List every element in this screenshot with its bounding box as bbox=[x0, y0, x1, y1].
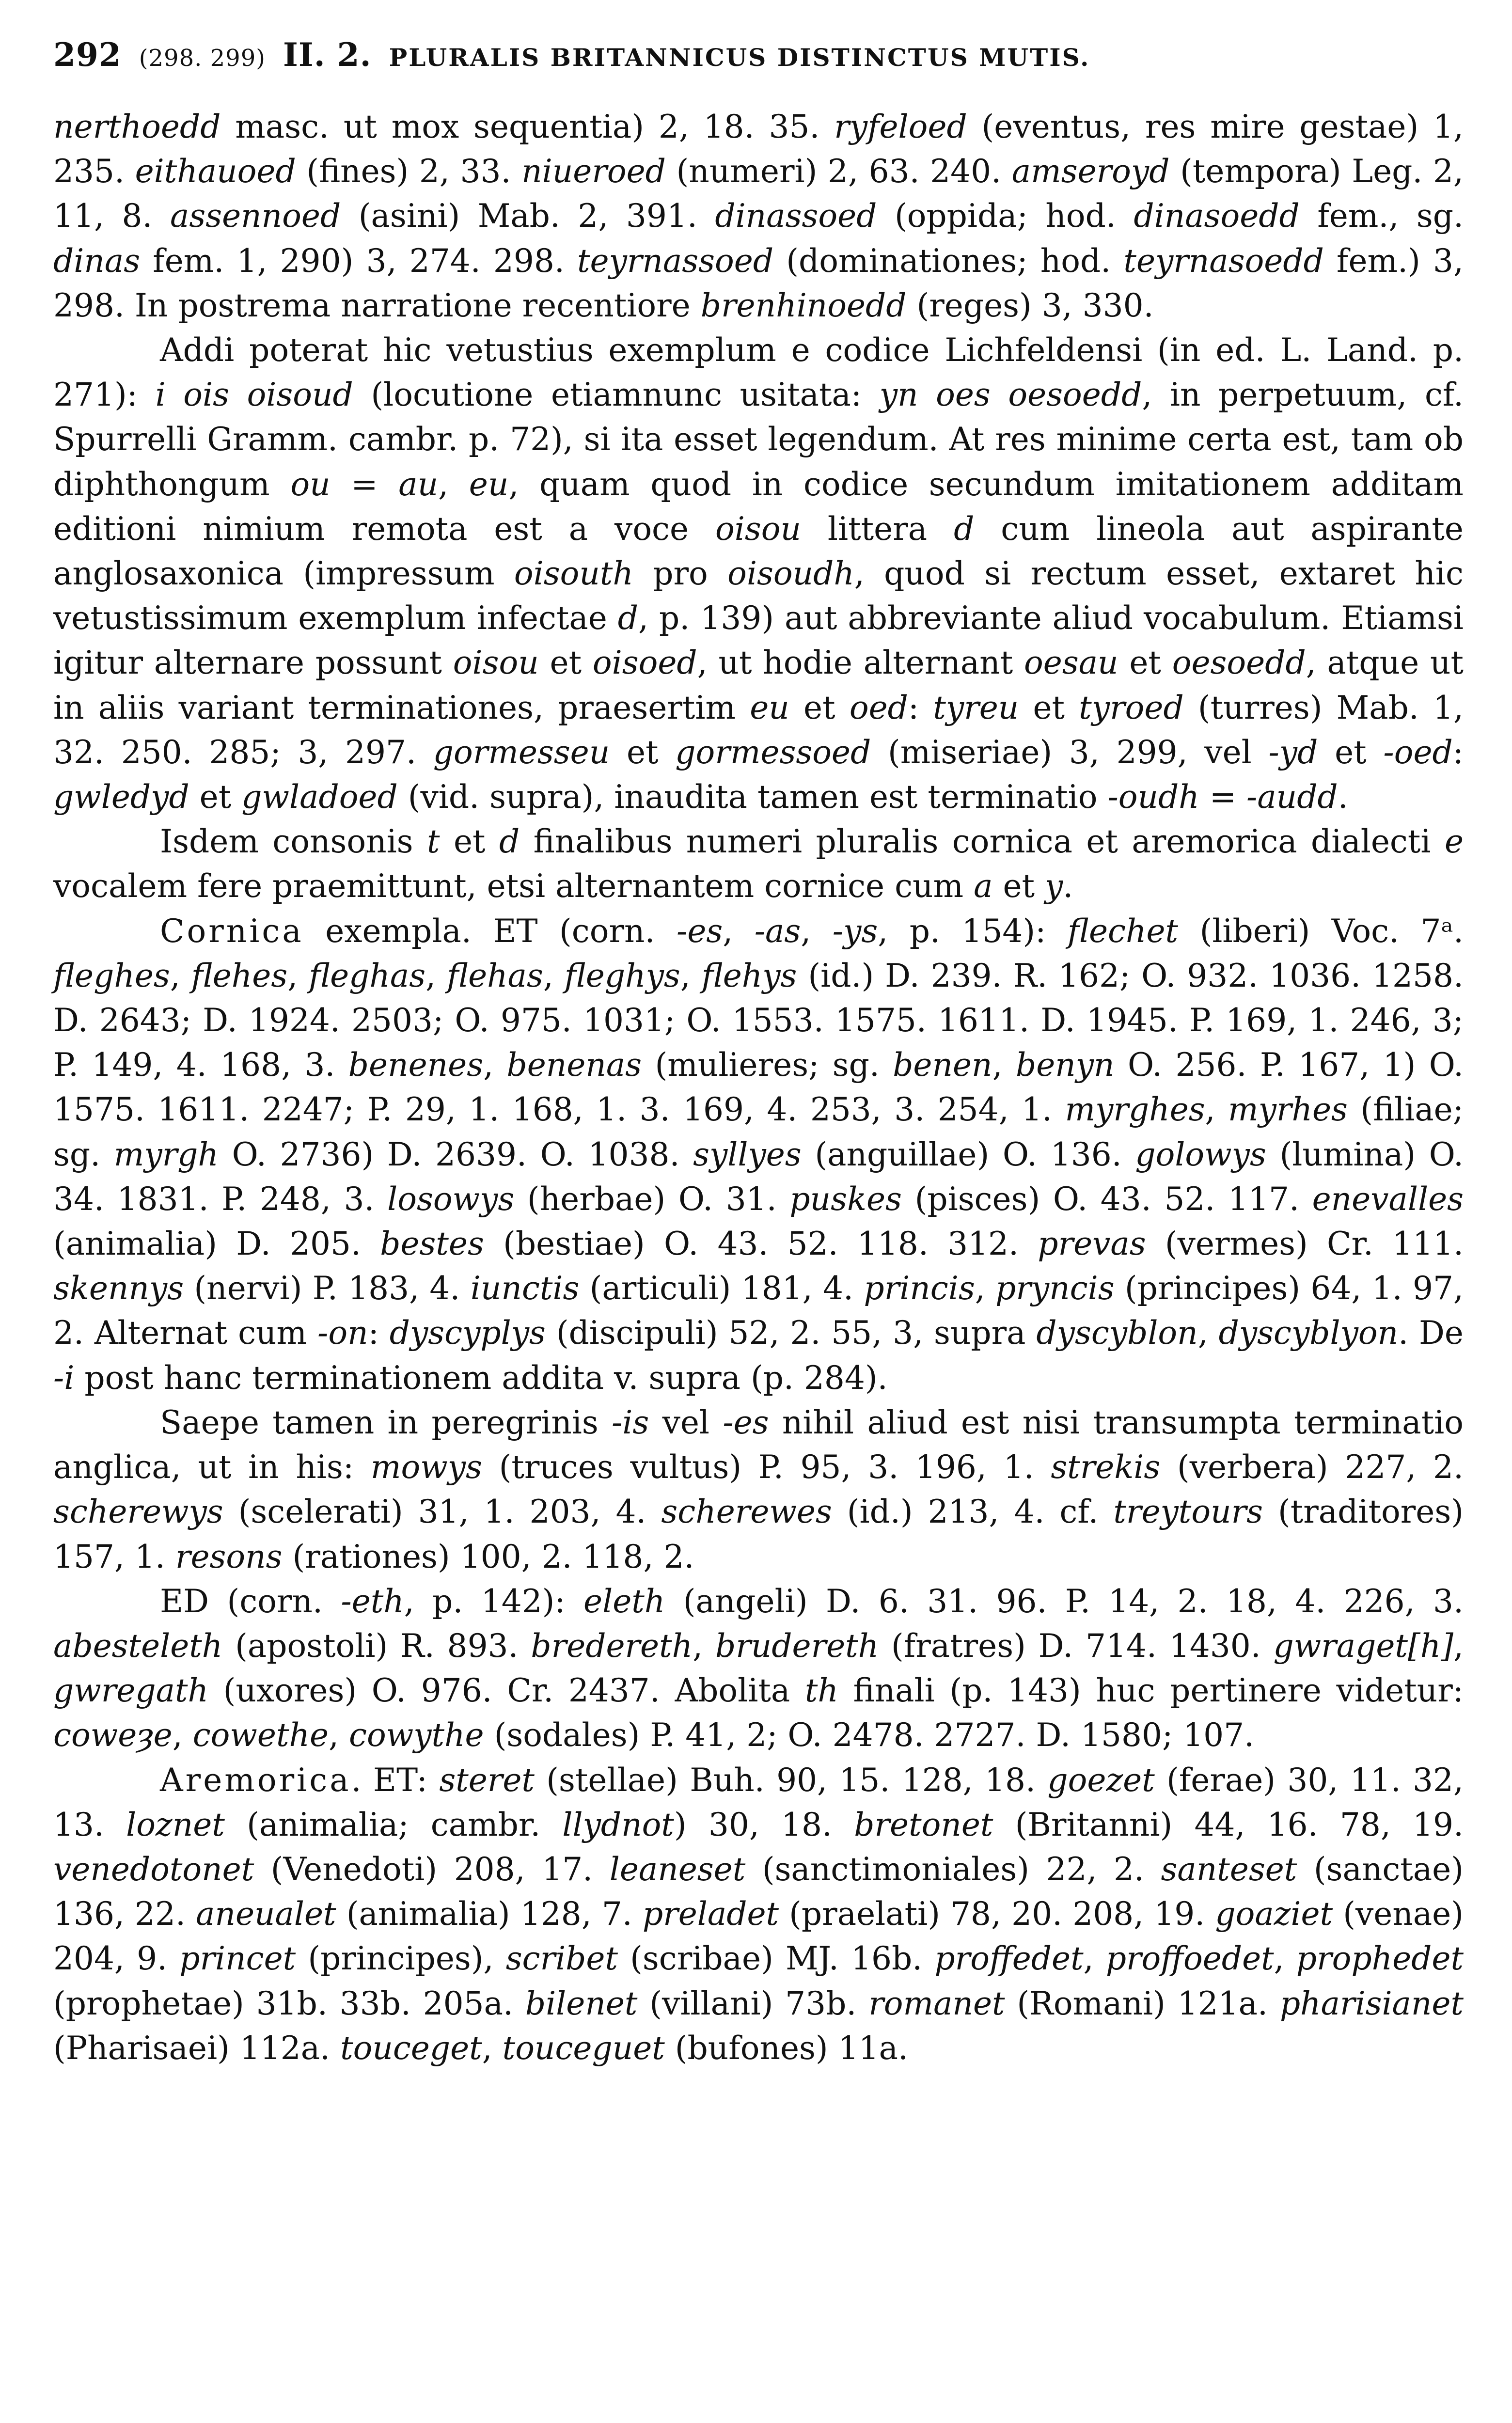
text-run: fem. 1, 290) 3, 274. 298. bbox=[140, 242, 578, 280]
text-run: et bbox=[610, 733, 676, 771]
text-run: , bbox=[170, 957, 191, 994]
italic-term: fleghas bbox=[309, 957, 426, 994]
italic-term: ryfeloed bbox=[834, 108, 967, 145]
text-run: (dominationes; hod. bbox=[773, 242, 1124, 280]
text-run: (sanctimoniales) 22, 2. bbox=[745, 1850, 1161, 1888]
text-run: , p. 142): bbox=[404, 1582, 584, 1620]
italic-term: i ois oisoud bbox=[155, 376, 353, 414]
text-run: post hanc terminationem addita v. supra (p. 284). bbox=[74, 1359, 888, 1397]
spaced-heading: Aremorica bbox=[160, 1761, 351, 1799]
italic-term: skennys bbox=[53, 1270, 184, 1307]
italic-term: fleghys bbox=[564, 957, 680, 994]
text-run: (Venedoti) 208, 17. bbox=[254, 1850, 610, 1888]
italic-term: flehas bbox=[447, 957, 543, 994]
italic-term: benenas bbox=[506, 1046, 642, 1084]
text-run: : bbox=[1452, 733, 1464, 771]
italic-term: bretonet bbox=[854, 1806, 993, 1843]
italic-term: aneualet bbox=[196, 1895, 336, 1933]
italic-term: steret bbox=[439, 1761, 535, 1799]
text-run: , bbox=[1197, 1314, 1219, 1352]
italic-term: touceget bbox=[340, 2029, 482, 2067]
text-run: et bbox=[1318, 733, 1384, 771]
italic-term: romanet bbox=[868, 1984, 1005, 2022]
italic-term: oisou bbox=[715, 510, 801, 548]
italic-term: -on bbox=[317, 1314, 368, 1352]
text-run: (scelerati) 31, 1. 203, 4. bbox=[223, 1493, 662, 1531]
italic-term: au bbox=[398, 465, 439, 503]
italic-term: mowys bbox=[370, 1448, 482, 1486]
italic-term: oesoedd bbox=[1172, 644, 1306, 682]
italic-term: brudereth bbox=[715, 1627, 879, 1665]
italic-term: bredereth bbox=[531, 1627, 693, 1665]
italic-term: teyrnassoed bbox=[577, 242, 774, 280]
text-run: O. 256. P. 167, 1) O. 1575. 1611. 2247; P. 29, 1. 168, 1. 3. 169, 4. 253, 3. 254, 1. bbox=[53, 1046, 1464, 1129]
italic-term: venedotonet bbox=[53, 1850, 254, 1888]
text-run: (liberi) Voc. 7ᵃ. bbox=[1178, 912, 1464, 950]
text-run: , bbox=[438, 465, 469, 503]
text-run: (oppida; hod. bbox=[877, 197, 1134, 235]
text-run: pro bbox=[633, 555, 728, 593]
text-run: , quod si rectum esset, extaret hic vetustissimum exemplum infectae bbox=[53, 555, 1464, 637]
italic-term: gwladoed bbox=[241, 778, 398, 816]
text-run: cum lineola aut aspirante anglosaxonica (impressum bbox=[53, 510, 1464, 593]
italic-term: cowethe bbox=[192, 1716, 329, 1754]
italic-term: oisou bbox=[453, 644, 539, 682]
italic-term: prevas bbox=[1038, 1225, 1146, 1263]
italic-term: tyroed bbox=[1079, 689, 1184, 726]
text-run: (bestiae) O. 43. 52. 118. 312. bbox=[484, 1225, 1038, 1263]
italic-term: y bbox=[1045, 867, 1063, 905]
running-title: PLURALIS BRITANNICUS DISTINCTUS MUTIS. bbox=[389, 43, 1090, 72]
text-run: (lumina) O. 34. 1831. P. 248, 3. bbox=[53, 1135, 1464, 1218]
text-run: Saepe tamen in peregrinis bbox=[160, 1403, 612, 1441]
text-run: , bbox=[992, 1046, 1016, 1084]
italic-term: -eth bbox=[341, 1582, 404, 1620]
text-run: , bbox=[801, 912, 833, 950]
text-run: (pisces) O. 43. 52. 117. bbox=[901, 1180, 1312, 1218]
italic-term: -ys bbox=[832, 912, 878, 950]
italic-term: eleth bbox=[583, 1582, 665, 1620]
text-run: , bbox=[482, 2029, 503, 2067]
text-run: (venae) 204, 9. bbox=[53, 1895, 1464, 1978]
italic-term: princis bbox=[864, 1270, 975, 1307]
italic-term: niueroed bbox=[521, 153, 666, 190]
text-run: (ferae) 30, 11. 32, 13. bbox=[53, 1761, 1464, 1843]
text-run: (vid. supra), inaudita tamen est terminatio bbox=[397, 778, 1108, 816]
italic-term: brenhinoedd bbox=[700, 286, 907, 324]
italic-term: syllyes bbox=[693, 1135, 802, 1173]
italic-term: fleghes bbox=[53, 957, 170, 994]
page-number: 292 bbox=[53, 36, 122, 74]
italic-term: eu bbox=[750, 689, 789, 726]
italic-term: benen bbox=[893, 1046, 992, 1084]
running-header bbox=[53, 36, 1464, 74]
text-run: , atque ut in aliis variant terminationes, praesertim bbox=[53, 644, 1464, 726]
text-run: , bbox=[1205, 1091, 1228, 1129]
text-run: (filiae; sg. bbox=[53, 1091, 1464, 1173]
text-run: (vermes) Cr. 111. bbox=[1146, 1225, 1464, 1263]
italic-term: santeset bbox=[1161, 1850, 1297, 1888]
italic-term: coweȝe bbox=[53, 1716, 173, 1754]
italic-term: preladet bbox=[642, 1895, 779, 1933]
text-run: (turres) Mab. 1, 32. 250. 285; 3, 297. bbox=[53, 689, 1464, 771]
text-run: , p. 154): bbox=[878, 912, 1068, 950]
text-run: finalibus numeri pluralis cornica et aremorica dialecti bbox=[520, 823, 1445, 861]
text-run: (discipuli) 52, 2. 55, 3, supra bbox=[545, 1314, 1037, 1352]
italic-term: oisoed bbox=[592, 644, 697, 682]
italic-term: flechet bbox=[1067, 912, 1179, 950]
text-run: (animalia) D. 205. bbox=[53, 1225, 380, 1263]
italic-term: nerthoedd bbox=[53, 108, 221, 145]
italic-term: -audd bbox=[1246, 778, 1338, 816]
text-run: vel bbox=[649, 1403, 723, 1441]
text-run: fem.) 3, 298. In postrema narratione recentiore bbox=[53, 242, 1464, 324]
italic-term: -oed bbox=[1383, 733, 1453, 771]
italic-term: dinas bbox=[53, 242, 141, 280]
text-run: exempla. ET (corn. bbox=[303, 912, 677, 950]
italic-term: eu bbox=[469, 465, 509, 503]
italic-term: puskes bbox=[789, 1180, 902, 1218]
text-run: (angeli) D. 6. 31. 96. P. 14, 2. 18, 4. 226, 3. bbox=[665, 1582, 1464, 1620]
text-run: (bufones) 11a. bbox=[664, 2029, 908, 2067]
italic-term: prophedet bbox=[1296, 1940, 1464, 1978]
text-run: ED (corn. bbox=[160, 1582, 341, 1620]
italic-term: d bbox=[617, 599, 639, 637]
text-run: (herbae) O. 31. bbox=[514, 1180, 790, 1218]
italic-term: strekis bbox=[1051, 1448, 1161, 1486]
paragraph bbox=[53, 909, 1464, 1400]
text-run: (traditores) 157, 1. bbox=[53, 1493, 1464, 1575]
text-run: = bbox=[330, 465, 399, 503]
text-run: , in perpetuum, cf. Spurrelli Gramm. cambr. p. 72), si ita esset legendum. At res minime certa est, tam ob diphthongum bbox=[53, 376, 1464, 503]
text-run: et bbox=[992, 867, 1045, 905]
italic-term: eithauoed bbox=[135, 153, 296, 190]
text-run: , bbox=[425, 957, 447, 994]
text-run: , bbox=[172, 1716, 193, 1754]
text-run: (prophetae) 31b. 33b. 205a. bbox=[53, 1984, 525, 2022]
text-run: , bbox=[1453, 1627, 1464, 1665]
text-run: (locutione etiamnunc usitata: bbox=[353, 376, 880, 414]
page-body bbox=[53, 105, 1464, 2071]
italic-term: benyn bbox=[1015, 1046, 1115, 1084]
italic-term: princet bbox=[179, 1940, 296, 1978]
text-run: et bbox=[1019, 689, 1079, 726]
text-run: (eventus, res mire gestae) 1, 235. bbox=[53, 108, 1464, 190]
text-run: (villani) 73b. bbox=[637, 1984, 869, 2022]
text-run: : bbox=[908, 689, 933, 726]
text-run: fem., sg. bbox=[1299, 197, 1464, 235]
italic-term: -es bbox=[723, 1403, 769, 1441]
text-run: (anguillae) O. 136. bbox=[801, 1135, 1135, 1173]
italic-term: d bbox=[499, 823, 520, 861]
text-run: , bbox=[723, 912, 755, 950]
italic-term: golowys bbox=[1135, 1135, 1266, 1173]
text-run: , quam quod in codice secundum imitationem additam editioni nimium remota est a voce bbox=[53, 465, 1464, 548]
text-run: . bbox=[1338, 778, 1348, 816]
italic-term: proffoedet bbox=[1105, 1940, 1274, 1978]
text-run: , bbox=[483, 1046, 507, 1084]
text-run: (uxores) O. 976. Cr. 2437. Abolita bbox=[208, 1672, 805, 1710]
italic-term: myrgh bbox=[113, 1135, 219, 1173]
text-run: et bbox=[440, 823, 499, 861]
italic-term: leaneset bbox=[609, 1850, 746, 1888]
text-run: , bbox=[543, 957, 565, 994]
text-run: (Romani) 121a. bbox=[1005, 1984, 1280, 2022]
italic-term: gormesseu bbox=[433, 733, 610, 771]
text-run: (sanctae) 136, 22. bbox=[53, 1850, 1464, 1933]
italic-term: oed bbox=[849, 689, 908, 726]
paragraph bbox=[53, 328, 1464, 819]
text-run: et bbox=[538, 644, 593, 682]
text-run: . bbox=[1063, 867, 1073, 905]
italic-term: amseroyd bbox=[1011, 153, 1170, 190]
italic-term: loznet bbox=[126, 1806, 225, 1843]
italic-term: goezet bbox=[1047, 1761, 1155, 1799]
italic-term: bilenet bbox=[525, 1984, 638, 2022]
italic-term: losowys bbox=[387, 1180, 515, 1218]
italic-term: ou bbox=[290, 465, 331, 503]
italic-term: scherewys bbox=[53, 1493, 223, 1531]
italic-term: scherewes bbox=[661, 1493, 832, 1531]
italic-term: scribet bbox=[505, 1940, 618, 1978]
italic-term: e bbox=[1444, 823, 1464, 861]
text-run: (animalia) 128, 7. bbox=[336, 1895, 643, 1933]
italic-term: -i bbox=[53, 1359, 75, 1397]
italic-term: bestes bbox=[380, 1225, 484, 1263]
italic-term: enevalles bbox=[1312, 1180, 1464, 1218]
italic-term: treytours bbox=[1113, 1493, 1263, 1531]
text-run: (Britanni) 44, 16. 78, 19. bbox=[993, 1806, 1464, 1843]
text-run: (animalia; cambr. bbox=[224, 1806, 563, 1843]
text-run: (asini) Mab. 2, 391. bbox=[341, 197, 715, 235]
italic-term: gwregath bbox=[53, 1672, 208, 1710]
text-run: (id.) 213, 4. cf. bbox=[832, 1493, 1114, 1531]
italic-term: oisoudh bbox=[727, 555, 854, 593]
text-run: ) 30, 18. bbox=[674, 1806, 854, 1843]
text-run: (stellae) Buh. 90, 15. 128, 18. bbox=[534, 1761, 1048, 1799]
italic-term: gwraget[h] bbox=[1273, 1627, 1453, 1665]
italic-term: pryncis bbox=[995, 1270, 1115, 1307]
italic-term: -es bbox=[677, 912, 723, 950]
text-run: (fines) 2, 33. bbox=[296, 153, 522, 190]
text-run: masc. ut mox sequentia) 2, 18. 35. bbox=[220, 108, 835, 145]
text-run: (praelati) 78, 20. 208, 19. bbox=[779, 1895, 1215, 1933]
text-run: littera bbox=[801, 510, 954, 548]
text-run: . ET: bbox=[351, 1761, 440, 1799]
text-run: (Pharisaei) 112a. bbox=[53, 2029, 341, 2067]
italic-term: teyrnasoedd bbox=[1123, 242, 1324, 280]
text-run: Addi poterat hic vetustius exemplum e codice Lichfeldensi (in ed. L. Land. p. 271): bbox=[53, 331, 1464, 414]
italic-term: goaziet bbox=[1215, 1895, 1333, 1933]
text-run: finali (p. 143) huc pertinere videtur: bbox=[838, 1672, 1464, 1710]
paragraph bbox=[53, 1579, 1464, 1758]
italic-term: -yd bbox=[1268, 733, 1318, 771]
italic-term: d bbox=[954, 510, 975, 548]
italic-term: flehes bbox=[191, 957, 288, 994]
italic-term: -is bbox=[612, 1403, 649, 1441]
italic-term: flehys bbox=[701, 957, 797, 994]
italic-term: oisouth bbox=[514, 555, 633, 593]
text-run: (id.) D. 239. R. 162; O. 932. 1036. 1258. D. 2643; D. 1924. 2503; O. 975. 1031; O. 1553. 1575. 1611. D. 1945. P. 169, 1. 246, 3; P. 149, 4. 168, 3. bbox=[53, 957, 1464, 1084]
italic-term: dinasoedd bbox=[1134, 197, 1300, 235]
italic-term: a bbox=[974, 867, 993, 905]
italic-term: -oudh bbox=[1107, 778, 1199, 816]
italic-term: cowythe bbox=[349, 1716, 484, 1754]
text-run: (verbera) 227, 2. bbox=[1160, 1448, 1464, 1486]
text-run: (scribae) MJ. 16b. bbox=[618, 1940, 935, 1978]
text-run: , bbox=[1274, 1940, 1296, 1978]
text-run: vocalem fere praemittunt, etsi alternantem cornice cum bbox=[53, 867, 974, 905]
text-run: , bbox=[1083, 1940, 1106, 1978]
italic-term: t bbox=[426, 823, 440, 861]
text-run: (nervi) P. 183, 4. bbox=[184, 1270, 471, 1307]
text-run: et bbox=[189, 778, 242, 816]
paragraph bbox=[53, 105, 1464, 328]
italic-term: myrhes bbox=[1228, 1091, 1348, 1129]
italic-term: th bbox=[804, 1672, 838, 1710]
text-run: (apostoli) R. 893. bbox=[222, 1627, 531, 1665]
italic-term: dyscyblyon bbox=[1218, 1314, 1399, 1352]
text-run: (tempora) Leg. 2, 11, 8. bbox=[53, 153, 1464, 235]
text-run: (miseriae) 3, 299, vel bbox=[871, 733, 1269, 771]
italic-term: dyscyplys bbox=[389, 1314, 546, 1352]
text-run: , p. 139) aut abbreviante aliud vocabulum. Etiamsi igitur alternare possunt bbox=[53, 599, 1464, 682]
italic-term: tyreu bbox=[933, 689, 1019, 726]
text-run: , bbox=[680, 957, 702, 994]
text-run: , bbox=[693, 1627, 715, 1665]
text-run: nihil aliud est nisi transumpta terminatio anglica, ut in his: bbox=[53, 1403, 1464, 1486]
page-reference: (298. 299) bbox=[139, 45, 266, 72]
text-run: , bbox=[975, 1270, 996, 1307]
italic-term: dinassoed bbox=[715, 197, 877, 235]
text-run: , bbox=[329, 1716, 349, 1754]
italic-term: oesau bbox=[1024, 644, 1118, 682]
text-run: , ut hodie alternant bbox=[697, 644, 1024, 682]
paragraph bbox=[53, 1758, 1464, 2071]
text-run: (fratres) D. 714. 1430. bbox=[879, 1627, 1274, 1665]
italic-term: pharisianet bbox=[1279, 1984, 1464, 2022]
italic-term: llydnot bbox=[562, 1806, 674, 1843]
spaced-heading: Cornica bbox=[160, 912, 304, 950]
text-run: (mulieres; sg. bbox=[642, 1046, 893, 1084]
text-run: (articuli) 181, 4. bbox=[579, 1270, 864, 1307]
text-run: O. 2736) D. 2639. O. 1038. bbox=[218, 1135, 693, 1173]
italic-term: proffedet bbox=[934, 1940, 1084, 1978]
text-run: (principes), bbox=[296, 1940, 506, 1978]
text-run: (numeri) 2, 63. 240. bbox=[665, 153, 1012, 190]
text-run: (reges) 3, 330. bbox=[906, 286, 1154, 324]
italic-term: benenes bbox=[348, 1046, 484, 1084]
text-run: , bbox=[287, 957, 309, 994]
italic-term: yn oes oesoedd bbox=[879, 376, 1142, 414]
italic-term: gwledyd bbox=[53, 778, 189, 816]
text-run: et bbox=[789, 689, 850, 726]
italic-term: abesteleth bbox=[53, 1627, 223, 1665]
text-run: (rationes) 100, 2. 118, 2. bbox=[282, 1538, 694, 1575]
italic-term: myrghes bbox=[1065, 1091, 1205, 1129]
italic-term: iunctis bbox=[470, 1270, 580, 1307]
text-run: (truces vultus) P. 95, 3. 196, 1. bbox=[482, 1448, 1051, 1486]
italic-term: touceguet bbox=[502, 2029, 665, 2067]
italic-term: -as bbox=[754, 912, 801, 950]
section-number: II. 2. bbox=[283, 36, 372, 74]
paragraph bbox=[53, 1400, 1464, 1579]
italic-term: resons bbox=[175, 1538, 283, 1575]
text-run: = bbox=[1199, 778, 1247, 816]
italic-term: dyscyblon bbox=[1036, 1314, 1198, 1352]
italic-term: assennoed bbox=[170, 197, 341, 235]
text-run: (principes) 64, 1. 97, 2. Alternat cum bbox=[53, 1270, 1464, 1352]
italic-term: gormessoed bbox=[675, 733, 871, 771]
text-run: Isdem consonis bbox=[160, 823, 427, 861]
text-run: (sodales) P. 41, 2; O. 2478. 2727. D. 1580; 107. bbox=[484, 1716, 1255, 1754]
text-run: : bbox=[368, 1314, 390, 1352]
paragraph bbox=[53, 819, 1464, 909]
text-run: et bbox=[1118, 644, 1172, 682]
text-run: . De bbox=[1398, 1314, 1464, 1352]
